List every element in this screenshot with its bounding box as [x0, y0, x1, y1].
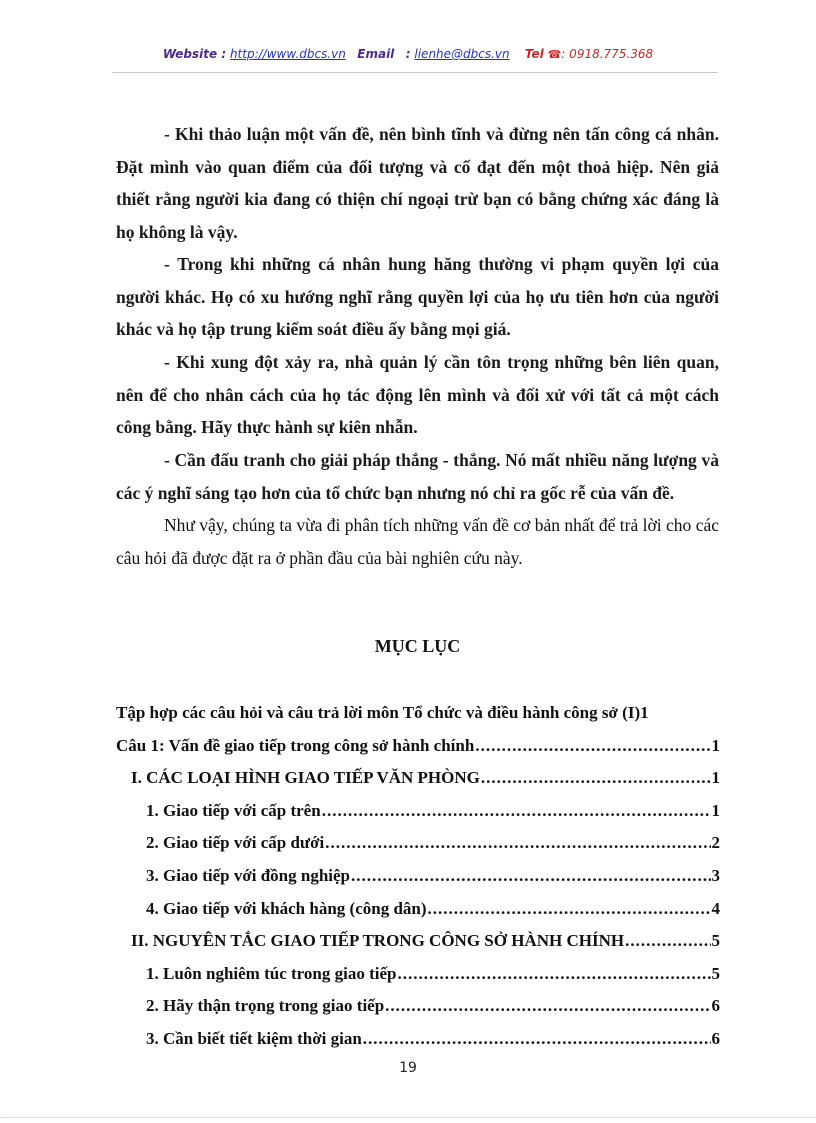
- toc-entry-page: 5: [711, 931, 720, 951]
- toc-leader: [322, 795, 711, 828]
- toc-entry[interactable]: [116, 827, 720, 860]
- toc-entry-page: 1: [711, 800, 720, 820]
- toc-entry[interactable]: [116, 795, 720, 828]
- toc-entry-page: 4: [711, 898, 720, 918]
- toc-entry-text: 3. Cần biết tiết kiệm thời gian: [146, 1028, 362, 1048]
- toc-entry-text: II. NGUYÊN TẮC GIAO TIẾP TRONG CÔNG SỞ HÀNH CHÍNH: [131, 931, 625, 951]
- toc-entry-page: 6: [711, 996, 720, 1016]
- paragraph-text: - Khi thảo luận một vấn đề, nên bình tĩnh và đừng nên tấn công cá nhân. Đặt mình vào quan điểm của đối tượng và cố đạt đến một thoả hiệp. Nên giả thiết rằng người kia đang có thiện chí ngoại trừ bạn có bằng chứng xác đáng là họ không là vậy.: [116, 124, 719, 242]
- toc-entry-page: 5: [711, 963, 720, 983]
- toc-leader: [475, 730, 710, 763]
- toc-entry-text: Tập hợp các câu hỏi và câu trả lời môn Tổ chức và điều hành công sở (I): [116, 703, 641, 722]
- toc-entry[interactable]: [116, 1023, 720, 1056]
- toc-entry-text: 3. Giao tiếp với đồng nghiệp: [146, 865, 351, 885]
- toc-leader: [325, 827, 710, 860]
- toc-entry-page: 3: [711, 865, 720, 885]
- toc-entry[interactable]: [116, 893, 720, 926]
- toc-entry-text: 2. Giao tiếp với cấp dưới: [146, 833, 325, 853]
- toc-leader: [351, 860, 710, 893]
- toc-entry-text: 2. Hãy thận trọng trong giao tiếp: [146, 996, 385, 1016]
- toc-entry-text: I. CÁC LOẠI HÌNH GIAO TIẾP VĂN PHÒNG: [131, 768, 480, 788]
- email-separator: :: [405, 47, 411, 61]
- toc-entry-text: Câu 1: Vấn đề giao tiếp trong công sở hành chính: [116, 735, 475, 755]
- body-paragraph: [116, 118, 719, 248]
- toc-entry-page: 1: [711, 768, 720, 788]
- toc-title: MỤC LỤC: [374, 636, 461, 656]
- email-link[interactable]: lienhe@dbcs.vn: [414, 47, 510, 61]
- paragraph-text: - Cần đấu tranh cho giải pháp thắng - thắng. Nó mất nhiều năng lượng và các ý nghĩ sáng tạo hơn của tổ chức bạn nhưng nó chỉ ra gốc rễ của vấn đề.: [116, 450, 719, 503]
- website-label: Website :: [162, 47, 227, 61]
- tel-number: : 0918.775.368: [561, 47, 654, 61]
- toc-leader: [428, 893, 711, 926]
- body-paragraph: [116, 509, 719, 574]
- paragraph-text: - Khi xung đột xảy ra, nhà quản lý cần tôn trọng những bên liên quan, nên để cho nhân cách của họ tác động lên mình và đối xử với tất cả một cách công bằng. Hãy thực hành sự kiên nhẫn.: [116, 352, 719, 438]
- toc-leader: [385, 990, 710, 1023]
- table-of-contents: [116, 697, 720, 1056]
- page-number: 19: [399, 1060, 417, 1076]
- toc-leader: [363, 1023, 711, 1056]
- toc-entry-page: 6: [711, 1028, 720, 1048]
- toc-entry-text: 4. Giao tiếp với khách hàng (công dân): [146, 898, 427, 918]
- email-label: Email: [357, 47, 395, 61]
- paragraph-text: Như vậy, chúng ta vừa đi phân tích những vấn đề cơ bản nhất để trả lời cho các câu hỏi đã được đặt ra ở phần đầu của bài nghiên cứu này.: [116, 515, 719, 568]
- toc-entry[interactable]: [116, 730, 720, 763]
- body-paragraph: [116, 346, 719, 444]
- toc-entry[interactable]: [116, 860, 720, 893]
- header-divider: [112, 72, 718, 73]
- toc-entry[interactable]: [116, 958, 720, 991]
- body-paragraph: [116, 444, 719, 509]
- paragraph-text: - Trong khi những cá nhân hung hăng thường vi phạm quyền lợi của người khác. Họ có xu hướng nghĩ rằng quyền lợi của họ ưu tiên hơn của người khác và họ tập trung kiểm soát điều ấy bằng mọi giá.: [116, 254, 719, 340]
- toc-entry-page: 1: [640, 703, 649, 722]
- body-paragraph: [116, 248, 719, 346]
- toc-entry-text: 1. Giao tiếp với cấp trên: [146, 800, 321, 820]
- phone-icon: ☎: [547, 48, 562, 61]
- tel-label: Tel: [524, 47, 544, 61]
- toc-leader: [397, 958, 710, 991]
- toc-entry[interactable]: [116, 990, 720, 1023]
- footer-divider: [0, 1117, 816, 1118]
- toc-entry[interactable]: [116, 925, 720, 958]
- page-header: [0, 47, 816, 61]
- toc-entry-page: 1: [711, 735, 720, 755]
- toc-entry[interactable]: [116, 697, 720, 730]
- toc-entry-text: 1. Luôn nghiêm túc trong giao tiếp: [146, 963, 397, 983]
- toc-entry-page: 2: [711, 833, 720, 853]
- toc-entry[interactable]: [116, 762, 720, 795]
- toc-leader: [625, 925, 710, 958]
- toc-leader: [481, 762, 711, 795]
- website-link[interactable]: http://www.dbcs.vn: [229, 47, 346, 61]
